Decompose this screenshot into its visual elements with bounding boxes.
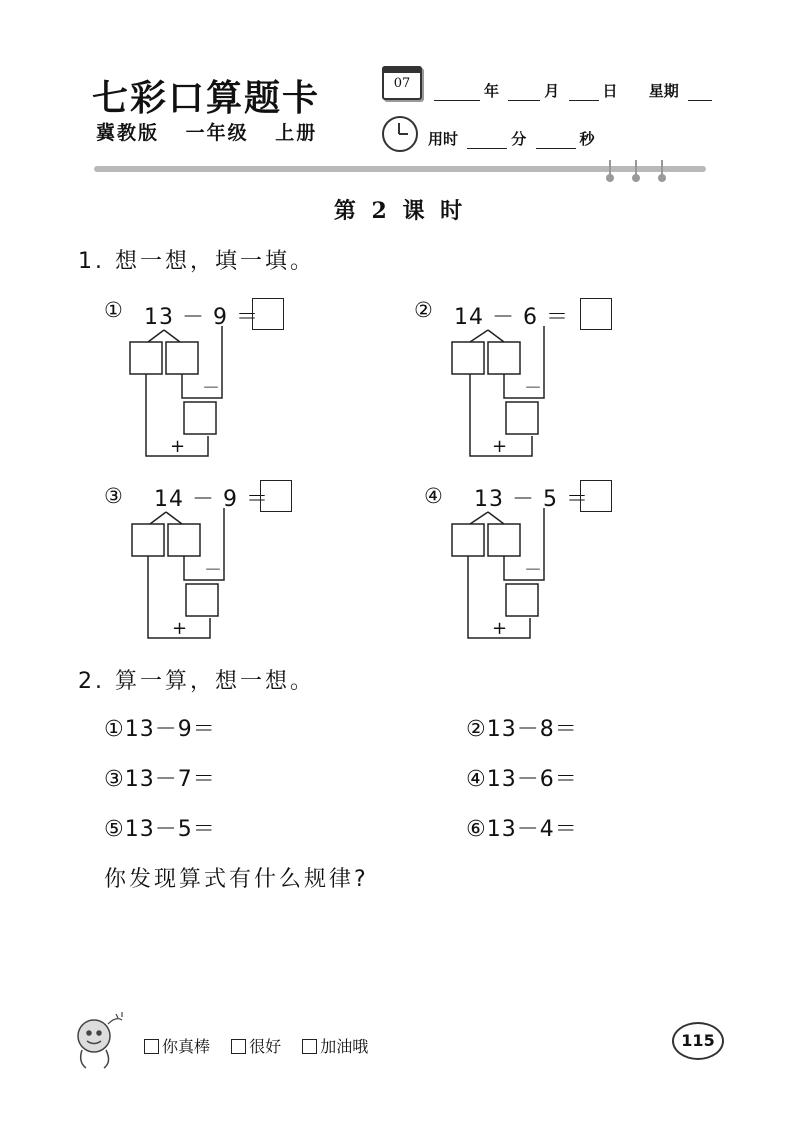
split-box-right[interactable] [488, 524, 520, 556]
date-fields: 年 月 日 星期 [430, 80, 716, 101]
checkbox-icon[interactable] [302, 1039, 317, 1054]
decomposition-lines [424, 480, 664, 650]
brand-title: 七彩口算题卡 [92, 77, 321, 119]
calendar-icon: 07 [382, 66, 422, 100]
checkbox-icon[interactable] [231, 1039, 246, 1054]
calc-item-4[interactable]: ④13－6＝ [466, 767, 578, 792]
edition-info [96, 118, 335, 145]
equation: 13 － 9 ＝ [144, 305, 260, 330]
rating-keep-trying[interactable]: 加油哦 [302, 1037, 368, 1056]
edition-volume: 上册 [275, 122, 318, 144]
calc-item-1[interactable]: ①13－9＝ [104, 717, 216, 742]
equation: 14 － 9 ＝ [154, 487, 270, 512]
decomposition-diagram-4: ④ 13 － 5 ＝ － + [424, 480, 664, 650]
split-box-right[interactable] [166, 342, 198, 374]
equation: 13 － 5 ＝ [474, 487, 590, 512]
q2-title: 2. 算一算，想一想。 [78, 669, 315, 694]
lesson-title: 第 2 课 时 [333, 198, 467, 224]
split-box-right[interactable] [488, 342, 520, 374]
month-blank[interactable] [508, 86, 540, 101]
bead-decoration [658, 160, 666, 180]
split-box-left[interactable] [452, 342, 484, 374]
intermediate-box[interactable] [506, 402, 538, 434]
page-number: 115 [672, 1022, 724, 1060]
calc-item-2[interactable]: ②13－8＝ [466, 717, 578, 742]
time-fields: 用时 分 秒 [428, 130, 595, 148]
edition-grade: 一年级 [185, 122, 249, 144]
decomposition-diagram-3: ③ 14 － 9 ＝ － + [104, 480, 344, 650]
decomposition-diagram-2: ② 14 － 6 ＝ － + [414, 298, 654, 468]
seconds-blank[interactable] [536, 134, 576, 149]
intermediate-box[interactable] [186, 584, 218, 616]
rating-great[interactable]: 你真棒 [144, 1037, 210, 1056]
split-box-left[interactable] [452, 524, 484, 556]
pattern-prompt: 你发现算式有什么规律? [104, 867, 369, 892]
year-blank[interactable] [434, 86, 480, 101]
calc-item-6[interactable]: ⑥13－4＝ [466, 817, 578, 842]
decomposition-lines [104, 480, 344, 650]
bead-decoration [606, 160, 614, 180]
decomposition-lines [104, 298, 344, 468]
checkbox-icon[interactable] [144, 1039, 159, 1054]
intermediate-box[interactable] [184, 402, 216, 434]
split-box-left[interactable] [130, 342, 162, 374]
split-box-left[interactable] [132, 524, 164, 556]
decomposition-diagram-1: ① 13 － 9 ＝ － + [104, 298, 344, 468]
rating-good[interactable]: 很好 [231, 1037, 281, 1056]
weekday-blank[interactable] [688, 86, 712, 101]
intermediate-box[interactable] [506, 584, 538, 616]
bead-decoration [632, 160, 640, 180]
rating-options [144, 1034, 384, 1057]
equation: 14 － 6 ＝ [454, 305, 570, 330]
mascot-icon [68, 1010, 128, 1072]
header-divider [94, 166, 706, 172]
calc-item-3[interactable]: ③13－7＝ [104, 767, 216, 792]
q1-title: 1. 想一想，填一填。 [78, 249, 315, 274]
calc-item-5[interactable]: ⑤13－5＝ [104, 817, 216, 842]
clock-icon [382, 116, 418, 152]
day-blank[interactable] [569, 86, 599, 101]
minutes-blank[interactable] [467, 134, 507, 149]
split-box-right[interactable] [168, 524, 200, 556]
edition-publisher: 冀教版 [96, 122, 160, 144]
